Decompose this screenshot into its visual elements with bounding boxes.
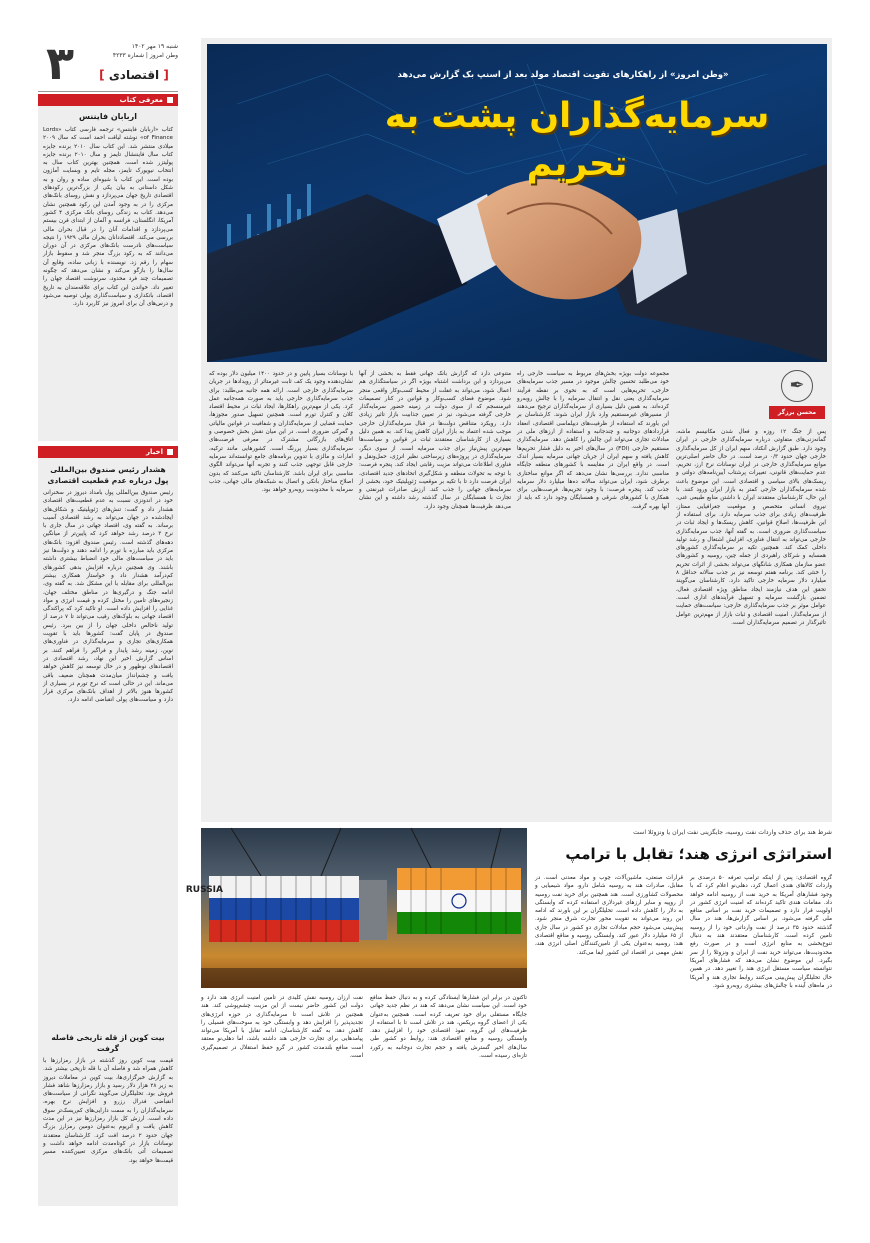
- publication-name: وطن امروز: [149, 52, 178, 59]
- news-item2-title: بیت کوین از قله تاریخی فاصله گرفت: [51, 1033, 165, 1053]
- lead-article-col1-top: [676, 370, 764, 426]
- hero-kicker: «وطن امروز» از راهکارهای تقویت اقتصاد مولد بعد از اسنپ بک گزارش می‌دهد: [397, 70, 729, 80]
- date-line: [86, 42, 178, 60]
- bottom-article-headline: استراتژی انرژی هند؛ تقابل با ترامپ: [565, 845, 832, 863]
- shipping-containers: [185, 828, 527, 988]
- news-label: اخبار: [146, 448, 163, 456]
- lead-article-col3: متنوعی دارد که گزارش بانک جهانی فقط به بخشی از آنها می‌پردازد و این برداشت اشتباه بویژه اگر در سیاستگذاری هم اعمال شود، می‌تواند به غفلت از محیط کسب‌وکار واقعی منجر شود. موضوع فضای کسب‌وکار و قوانین در کنار تصمیمات غیرمنسجم که از سوی دولت در زمینه حضور سرمایه‌گذار خارجی گرفته می‌شود، نیز در تعیین جذابیت بازار تاثیر زیادی دارد. رویکرد متناقض دولت‌ها در قبال سرمایه‌گذاران خارجی موجب شده اعتماد به بازار ایران کاهش پیدا کند. به همین دلیل بسیاری از کارشناسان معتقدند ثبات در قوانین و سیاست‌ها مهم‌ترین پیش‌نیاز برای جذب سرمایه است. از سوی دیگر، سرمایه‌گذاری در پروژه‌های زیرساختی نظیر انرژی، حمل‌ونقل و فناوری اطلاعات می‌تواند مزیت رقابتی ایجاد کند. پنجره فرصت: با توجه به تحولات منطقه و شکل‌گیری اتحادهای جدید اقتصادی، ایران فرصت دارد تا با تکیه بر موقعیت ژئوپلیتیک خود، بخشی از سرمایه‌های جهانی را جذب کند. ارزش صادرات غیرنفتی و تجارت با همسایگان در سال گذشته رشد داشته و این نشان می‌دهد ظرفیت‌ها همچنان وجود دارد.: [359, 371, 511, 510]
- book-review-label: معرفی کتاب: [119, 96, 163, 104]
- section-title: [ اقتصادی ]: [99, 68, 169, 82]
- section-name: اقتصادی: [108, 68, 160, 82]
- news-item1-body: رئیس صندوق بین‌المللی پول بامداد دیروز در سخنرانی خود در اندونزی نسبت به عدم قطعیت‌های اقتصادی هشدار داد و گفت: تنش‌های ژئوپلیتیک و شکاف‌های ایجادشده در جهان می‌تواند به رشد اقتصادی آسیب برساند. به گفته وی، اقتصاد جهانی در سال جاری با نرخ ۳ درصد رشد خواهد کرد که پایین‌تر از میانگین دهه‌های گذشته است. رئیس صندوق افزود: بانک‌های مرکزی باید مبارزه با تورم را ادامه دهند و دولت‌ها نیز باید در سیاست‌های مالی خود انضباط بیشتری داشته باشند. وی همچنین درباره افزایش بدهی کشورهای کم‌درآمد هشدار داد و خواستار همکاری بیشتر بین‌المللی برای مقابله با این مشکل شد. به گفته وی، ادامه جنگ و درگیری‌ها در مناطق مختلف جهان، زنجیره‌های تامین را مختل کرده و قیمت انرژی و مواد غذایی را افزایش داده است. او تاکید کرد که پراکندگی اقتصاد جهانی به بلوک‌های رقیب می‌تواند تا ۷ درصد از تولید ناخالص داخلی جهان را از بین ببرد. رئیس صندوق در پایان گفت: کشورها باید با تقویت همکاری‌های تجاری و سرمایه‌گذاری در فناوری‌های نوین، زمینه رشد پایدار و فراگیر را فراهم کنند. بر اساس گزارش اخیر این نهاد، رشد اقتصادی در اقتصادهای نوظهور و در حال توسعه نیز کاهش خواهد یافت و چشم‌انداز میان‌مدت همچنان ضعیف باقی می‌ماند. این در حالی است که نرخ تورم در بسیاری از کشورها هنوز بالاتر از اهداف بانک‌های مرکزی قرار دارد و سیاست‌های پولی انقباضی ادامه دارد.: [43, 490, 173, 704]
- author-badge: [767, 368, 827, 424]
- page-number: ۳: [45, 36, 75, 90]
- bottom-article-col4: نفت ارزان روسیه نقش کلیدی در تامین امنیت انرژی هند دارد و دولت این کشور حاضر نیست از این مزیت چشم‌پوشی کند. هند همچنین در تلاش است تا سرمایه‌گذاری در حوزه انرژی‌های تجدیدپذیر را افزایش دهد و وابستگی خود به سوخت‌های فسیلی را کاهش دهد. به گفته کارشناسان، ادامه تقابل با آمریکا می‌تواند پیامدهایی برای تجارت خارجی هند داشته باشد، اما دهلی‌نو معتقد است منافع بلندمدت کشور در گرو حفظ استقلال در تصمیم‌گیری است.: [201, 995, 363, 1060]
- news-item1-title: هشدار رئیس صندوق بین‌المللی پول درباره عدم قطعیت اقتصادی: [47, 465, 169, 485]
- book-review-body: کتاب «اربابان فایننس» ترجمه فارسی کتاب «Lords of Finance» نوشته لیاقت احمد است که سال ۲۰۰۹ میلادی منتشر شد. این کتاب سال ۲۰۱۰ برنده جایزه کتاب سال فایننشال تایمز و سال ۲۰۱۰ برنده جایزه پولیتزر شده است. همچنین بهترین کتاب سال به انتخاب نیویورک تایمز، مجله تایم و وبسایت آمازون بوده است. این کتاب با شیوه‌ای ساده و روان و به شکل داستانی به بیان یکی از بزرگ‌ترین رکودهای اقتصادی تاریخ جهان می‌پردازد و نقش روسای بانک‌های مرکزی را در به وجود آمدن این رکود همچنین نشان می‌دهد. کتاب به زندگی روسای بانک مرکزی ۴ کشور آمریکا، انگلستان، فرانسه و آلمان از ابتدای قرن بیستم می‌پردازد و اقدامات آنان را در قبال بحران مالی بررسی می‌کند. اقتصاددانان بحران مالی ۱۹۲۹ را نتیجه سیاست‌های نادرست بانک‌های مرکزی در آن دوران می‌دانند که به رکود بزرگ منجر شد و سقوط بازار سهام را رقم زد. نویسنده با زبانی ساده، وقایع آن سال‌ها را بازگو می‌کند و نشان می‌دهد که چگونه تصمیمات چند فرد محدود، سرنوشت اقتصاد جهان را تغییر داد. خواندن این کتاب برای علاقه‌مندان به تاریخ اقتصاد، بانکداری و سیاست‌گذاری پولی توصیه می‌شود و درس‌های آن برای امروز نیز کاربرد دارد.: [43, 127, 174, 308]
- left-sleeve: [207, 194, 467, 362]
- bottom-article-col3: تاکنون در برابر این فشارها ایستادگی کرده و به دنبال حفظ منافع خود است. این سیاست نشان می‌دهد که هند در نظم جدید جهانی جایگاه مستقلی برای خود تعریف کرده است. همچنین به‌عنوان یکی از اعضای گروه بریکس، هند در تلاش است تا با استفاده از ظرفیت‌های این گروه، نفوذ اقتصادی خود را افزایش دهد. وابستگی روسیه و منافع اقتصادی هند: روابط دو کشور طی سال‌های اخیر گسترش یافته و حجم تجارت دوجانبه به رکورد تازه‌ای رسیده است.: [370, 995, 527, 1060]
- bottom-article-col1: گروه اقتصادی: پس از اینکه ترامپ تعرفه ۵۰ درصدی بر واردات کالاهای هندی اعمال کرد، دهلی‌نو اعلام کرد که با وجود فشارهای آمریکا به خرید نفت از روسیه ادامه خواهد داد. مقامات هندی تاکید کرده‌اند که امنیت انرژی کشور در اولویت قرار دارد و تصمیمات خرید نفت بر اساس منافع ملی گرفته می‌شود. بر اساس گزارش‌ها، هند در سال گذشته حدود ۳۵ درصد از نفت وارداتی خود را از روسیه تامین کرده است. کارشناسان معتقدند هند به دنبال تنوع‌بخشی به منابع انرژی است و در صورت رفع محدودیت‌ها، می‌تواند خرید نفت از ایران و ونزوئلا را از سر بگیرد. این موضوع نشان می‌دهد که فشارهای آمریکا نتوانسته سیاست مستقل انرژی هند را تغییر دهد. در همین حال تحلیلگران پیش‌بینی می‌کنند روابط تجاری هند و آمریکا در ماه‌های آینده با چالش‌های بیشتری روبه‌رو شود.: [690, 875, 832, 989]
- issue-info: وطن امروز | شماره ۴۲۳۳: [112, 52, 178, 59]
- bottom-article-col2: قرارات صنعتی، ماشین‌آلات، چوب و مواد معدنی است. در مقابل، صادرات هند به روسیه شامل دارو، مواد شیمیایی و محصولات کشاورزی است. هند همچنین برای خرید نفت روسیه از روپیه و سایر ارزهای غیردلاری استفاده کرده که وابستگی به دلار را کاهش داده است. تحلیلگران بر این باورند که ادامه این روند می‌تواند به تقویت محور تجارت شرق منجر شود. پیش‌بینی می‌شود حجم مبادلات تجاری دو کشور در سال جاری از ۶۵ میلیارد دلار عبور کند. وابستگی روسیه و مناقع اقتصادی هند: روسیه به‌عنوان یکی از تامین‌کنندگان اصلی انرژی هند، نقش مهمی در اقتصاد این کشور ایفا می‌کند.: [535, 875, 683, 956]
- book-review-bar: [38, 94, 178, 106]
- bottom-article-kicker: شرط هند برای حذف واردات نفت روسیه، جایگزینی نفت ایران یا ونزوئلا است: [633, 829, 832, 836]
- pen-icon: ✒: [781, 370, 813, 402]
- india-container: [397, 868, 521, 934]
- hero-headline: سرمایه‌گذاران پشت به تحریم: [384, 96, 770, 184]
- lead-article-col1: پس از جنگ ۱۲ روزه و فعال شدن مکانیسم ماشه، گمانه‌زنی‌های متفاوتی درباره سرمایه‌گذاری خارجی در ایران وجود دارد. طبق گزارش آنکتاد، سهم ایران از کل سرمایه‌گذاری خارجی جهان حدود ۰/۳ درصد است. در حال حاضر اصلی‌ترین موانع سرمایه‌گذاری خارجی در ایران نوسانات نرخ ارز، تحریم، عدم حمایت‌های قانونی، تغییرات پرشتاب آیین‌نامه‌های دولتی و ریسک‌های بالای سیاسی و اقتصادی است. این موضوع باعث شده سرمایه‌گذاران خارجی کمتر به بازار ایران ورود کنند. با این حال، کارشناسان معتقدند ایران با داشتن منابع طبیعی غنی، نیروی انسانی متخصص و موقعیت جغرافیایی ممتاز، ظرفیت‌های زیادی برای جذب سرمایه دارد. برای استفاده از این ظرفیت‌ها، اصلاح قوانین، کاهش ریسک‌ها و ایجاد ثبات در سیاست‌گذاری ضروری است. به گفته آنها، جذب سرمایه‌گذاری خارجی می‌تواند به انتقال فناوری، افزایش اشتغال و رشد تولید داخلی کمک کند. همچنین تکیه بر سرمایه‌گذاری کشورهای همسایه و شرکای راهبردی از جمله چین، روسیه و کشورهای عضو سازمان همکاری شانگهای می‌تواند بخشی از اثرات تحریم را خنثی کند. برنامه هفتم توسعه نیز بر جذب سالانه حداقل ۸ میلیارد دلار سرمایه خارجی تاکید دارد. کارشناسان می‌گویند تحقق این هدف نیازمند ایجاد مناطق ویژه اقتصادی فعال، تضمین بازگشت سرمایه و تسهیل فرآیندهای اداری است. عوامل موثر بر جذب سرمایه‌گذاری خارجی: سیاست‌های حمایت از سرمایه‌گذار، امنیت اقتصادی و ثبات بازار از مهم‌ترین عوامل تاثیرگذار در تصمیم سرمایه‌گذاران است.: [676, 429, 826, 626]
- russia-container: [186, 876, 387, 942]
- news-box: [38, 446, 178, 1206]
- issue-number: شماره ۴۲۳۳: [112, 52, 145, 59]
- lead-article-col4: با نوسانات بسیار پایین و در حدود ۱۴۰۰ میلیون دلار بوده که نشان‌دهنده وجود یک کف ثابت غیرمتاثر از رویدادها در جریان سرمایه‌گذاری خارجی است. ارائه همه جانبه می‌طلبد: برای جذب سرمایه‌گذاری خارجی باید به صورت همه‌جانبه عمل کرد. یکی از مهم‌ترین راهکارها، ایجاد ثبات در محیط اقتصاد کلان و کنترل تورم است. همچنین تسهیل صدور مجوزها، حمایت قضایی از سرمایه‌گذاران و شفافیت در قوانین مالیاتی و گمرکی ضروری است. در این میان نقش بخش خصوصی و اتاق‌های بازرگانی مشترک در معرفی فرصت‌های سرمایه‌گذاری بسیار پررنگ است. کشورهایی مانند ترکیه، امارات و مالزی با تدوین برنامه‌های جامع توانسته‌اند سرمایه خارجی قابل توجهی جذب کنند و تجربه آنها می‌تواند الگوی مناسبی برای ایران باشد. کارشناسان تاکید می‌کنند که بدون اصلاح ساختار بانکی و اتصال به شبکه‌های مالی جهانی، جذب سرمایه با محدودیت روبه‌رو خواهد بود.: [209, 371, 353, 494]
- book-review-box: [38, 94, 178, 441]
- book-title: اربابان فایننس: [78, 112, 138, 121]
- handshake-hands: [477, 179, 641, 299]
- square-icon: [167, 449, 173, 455]
- issue-date: شنبه ۱۹ مهر ۱۴۰۲: [131, 43, 178, 50]
- masthead: [38, 38, 178, 92]
- lead-article-col2: مجموعه دولت بویژه بخش‌های مربوط به سیاست خارجی راه خود می‌طلبد تحسین چالش موجود در مسیر جذب سرمایه‌های خارجی، تحریم‌هایی است که به نحوی بر نقطه فرآیند سرمایه‌گذاری یعنی نقل و انتقال سرمایه را با چالش روبه‌رو کرده‌اند. به همین دلیل بسیاری از سرمایه‌گذاران ترجیح می‌دهند از مسیرهای غیرمستقیم وارد بازار ایران شوند. کارشناسان بر این باورند که استفاده از ظرفیت‌های دیپلماسی اقتصادی، انعقاد قراردادهای دوجانبه و چندجانبه و استفاده از ارزهای ملی در مبادلات تجاری می‌تواند این چالش را کاهش دهد. سرمایه‌گذاری مستقیم خارجی (FDI) در سال‌های اخیر به دلیل فشار تحریم‌ها کاهش یافته و سهم ایران از جریان جهانی سرمایه بسیار اندک است. در واقع ایران در مقایسه با کشورهای منطقه جایگاه مناسبی ندارد. بررسی‌ها نشان می‌دهد که اگر موانع ساختاری برطرف شود، ایران می‌تواند سالانه ده‌ها میلیارد دلار سرمایه جذب کند. پنجره فرصت: با وجود تحریم‌ها، فرصت‌هایی برای همکاری با کشورهای شرقی و همسایگان وجود دارد که باید از آنها بهره گرفت.: [517, 371, 669, 510]
- hero-image: [207, 44, 827, 362]
- news-bar: [38, 446, 178, 458]
- russia-label: RUSSIA: [185, 885, 223, 895]
- square-icon: [167, 97, 173, 103]
- containers-image: [185, 828, 527, 988]
- news-item2-body: قیمت بیت کوین روز گذشته در بازار رمزارزها با کاهش همراه شد و فاصله آن با قله تاریخی بیشتر شد. به گزارش خبرگزاری‌ها، بیت کوین در معاملات دیروز به زیر ۲۸ هزار دلار رسید و بازار رمزارزها شاهد فشار فروش بود. تحلیلگران می‌گویند نگرانی از سیاست‌های انقباضی فدرال رزرو و افزایش نرخ بهره، سرمایه‌گذاران را به سمت دارایی‌های کم‌ریسک‌تر سوق داده است. ارزش کل بازار رمزارزها نیز در این مدت کاهش یافت و اتریوم به‌عنوان دومین رمزارز بزرگ جهان حدود ۲ درصد افت کرد. کارشناسان معتقدند نوسانات بازار در کوتاه‌مدت ادامه خواهد داشت و تصمیمات آتی بانک‌های مرکزی تعیین‌کننده مسیر قیمت‌ها خواهد بود.: [43, 1058, 174, 1164]
- author-name: محسن برزگر: [769, 406, 825, 419]
